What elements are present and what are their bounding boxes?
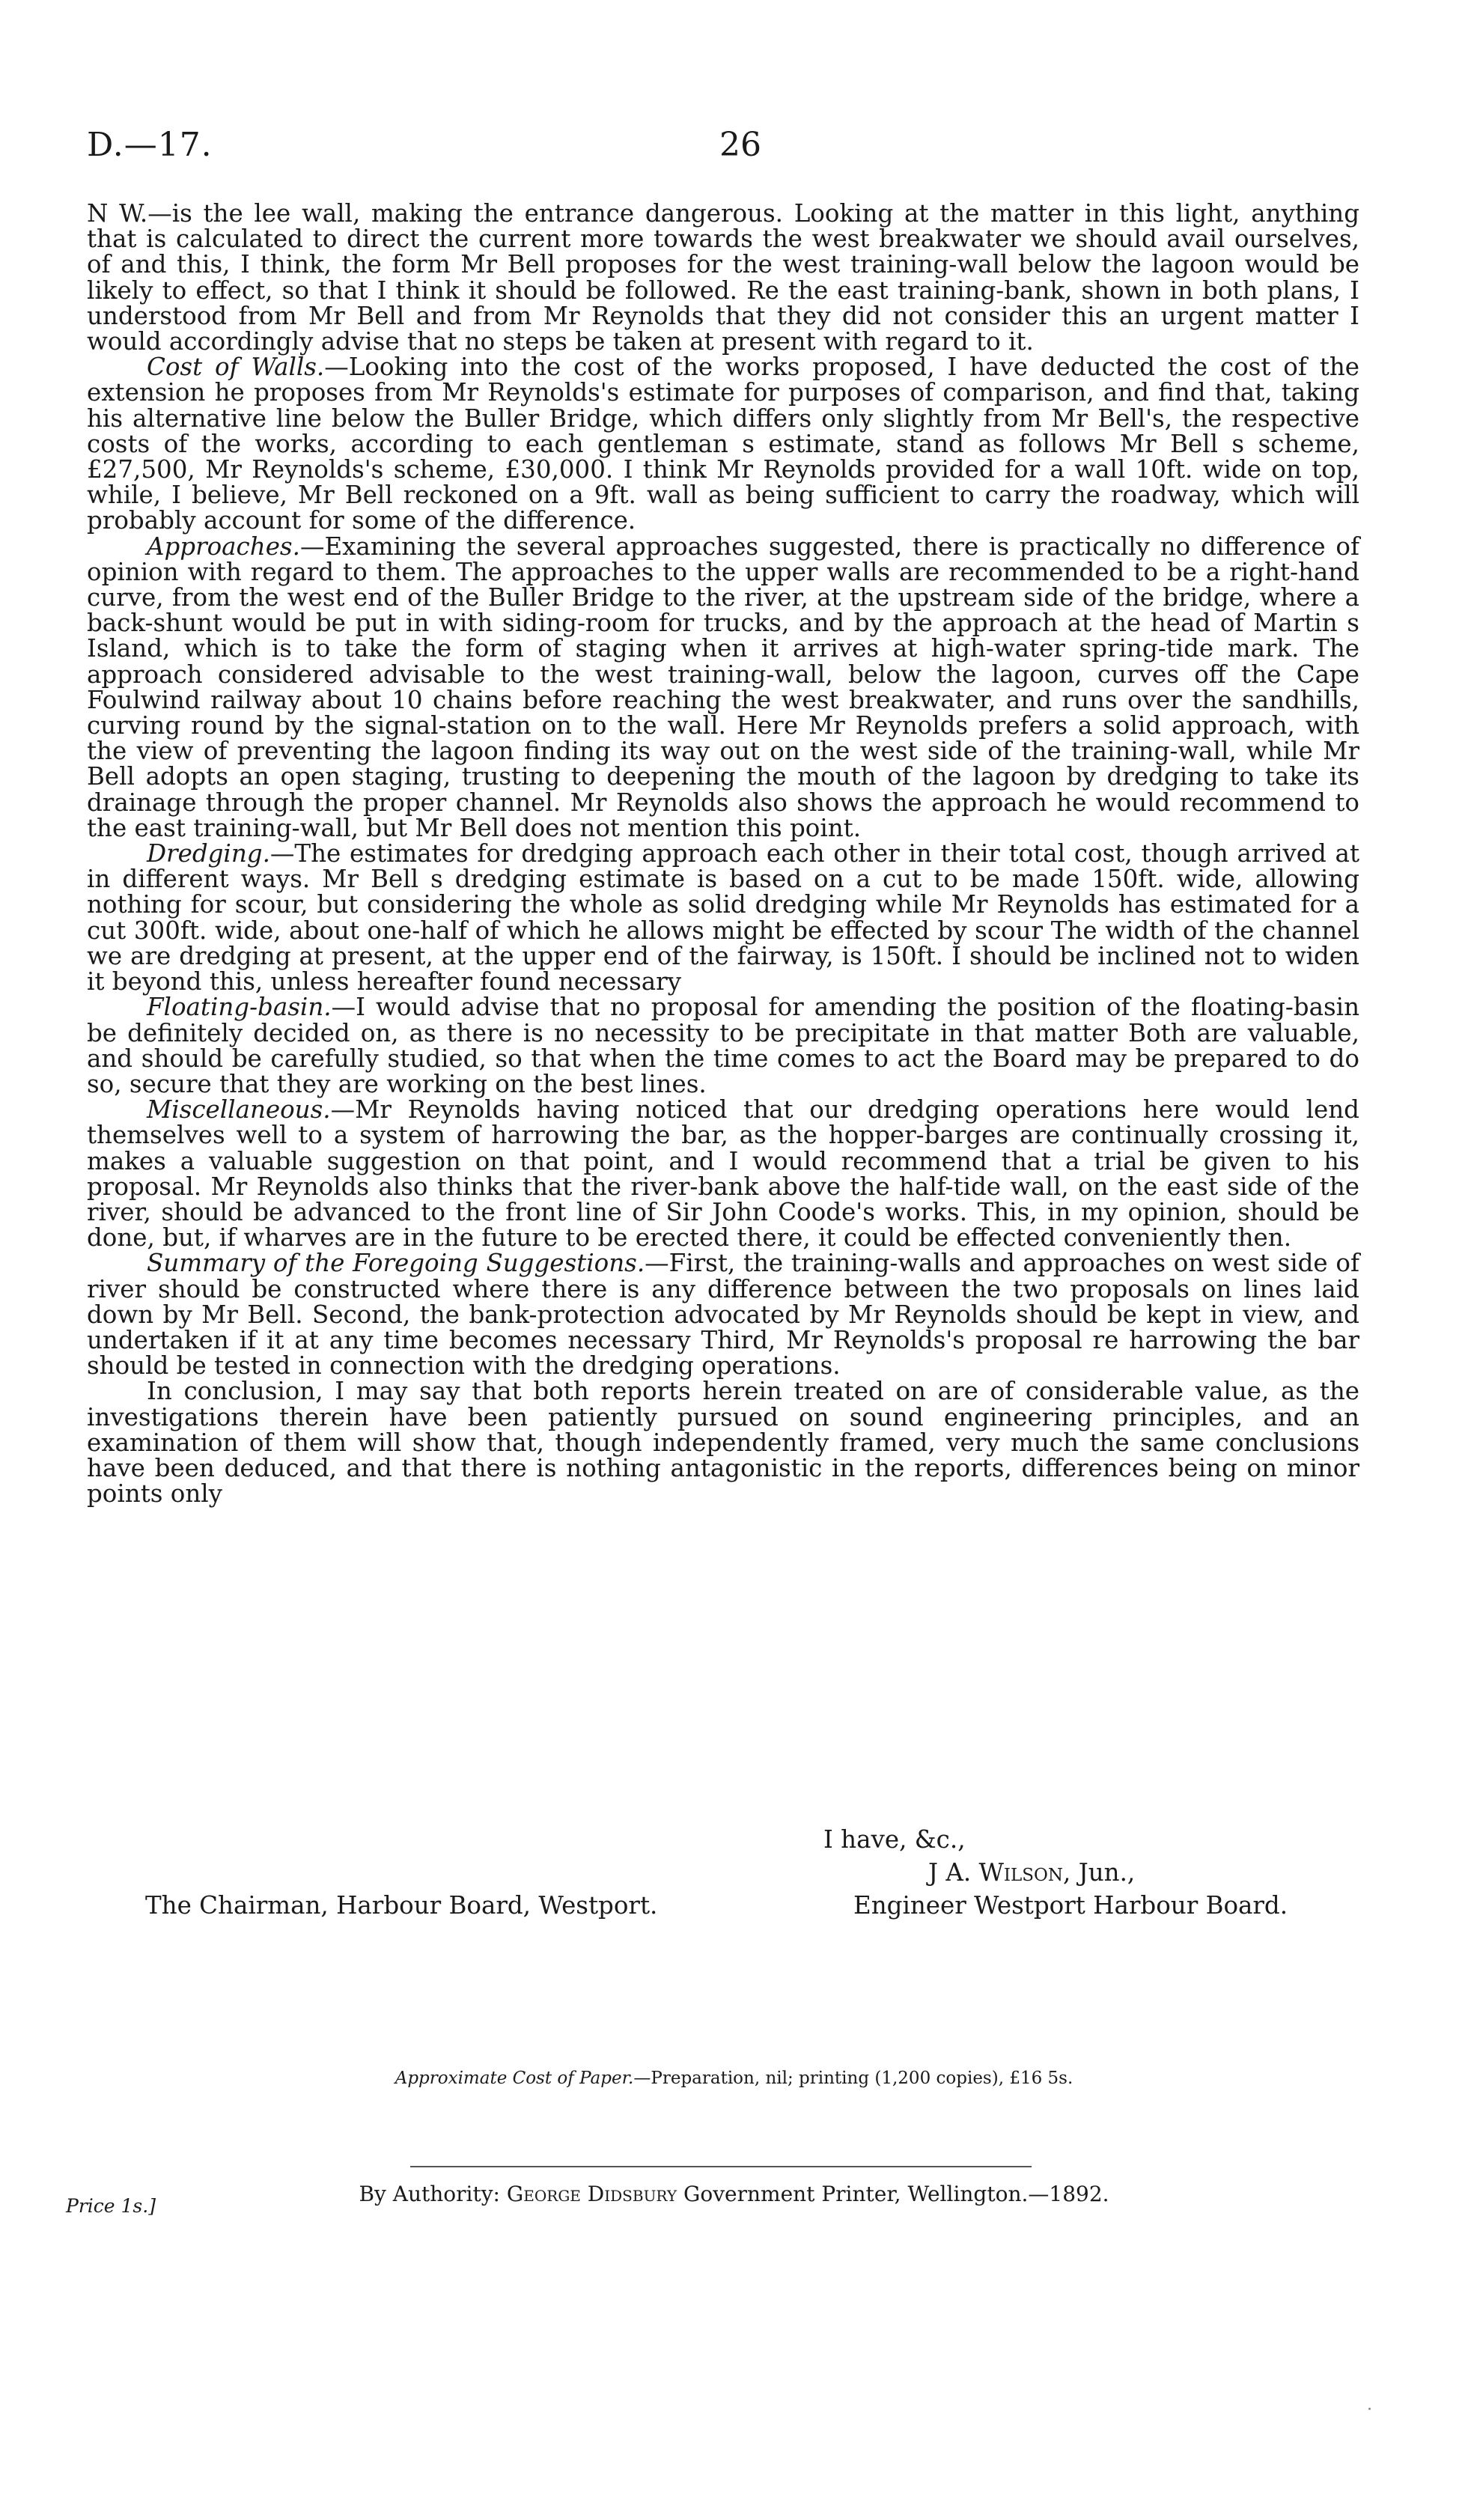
signature [928, 1858, 1135, 1887]
signer-initials: J A. [928, 1858, 972, 1887]
cost-label: Approximate Cost of Paper. [395, 2069, 634, 2088]
cost-text: —Preparation, nil; printing (1,200 copies), £16 5s. [633, 2069, 1073, 2088]
cost-of-paper-note [0, 2069, 1468, 2088]
paragraph-approaches [87, 534, 1359, 841]
paragraph-miscellaneous [87, 1095, 1359, 1253]
paragraph-text: —Examining the several approaches suggested, there is practically no difference of opinion with regard to them. The approaches to the upper walls are recommended to be a right-hand curve, from the west end of the Buller Bridge to the river, at the upstream side of the bridge, where a back-shunt would be put in with siding-room for trucks, and by the approach at the head of Martin s Island, which is to take the form of staging when it arrives at high-water spring-tide mark. The approach considered advisable to the west training-wall, below the lagoon, curves off the Cape Foulwind railway about 10 chains before reaching the west breakwater, and runs over the sandhills, curving round by the signal-station on to the wall. Here Mr Reynolds prefers a solid approach, with the view of preventing the lagoon finding its way out on the west side of the training-wall, while Mr Bell adopts an open staging, trusting to deepening the mouth of the lagoon by dredging to take its drainage through the proper channel. Mr Reynolds also shows the approach he would recommend to the east training-wall, but Mr Bell does not mention this point. [87, 532, 1359, 842]
letter-body [87, 199, 1359, 1509]
paragraph-cost-of-walls [87, 354, 1359, 533]
section-heading: Dredging. [147, 839, 270, 868]
footer-divider [410, 2166, 1032, 2167]
page-number: 26 [719, 126, 761, 164]
salutation: I have, &c., [823, 1825, 966, 1854]
page-header [87, 126, 1359, 178]
section-heading: Miscellaneous. [147, 1095, 331, 1124]
paragraph-text: —Mr Reynolds having noticed that our dredging operations here would lend themselves well to a system of harrowing the bar, as the hopper-barges are continually crossing it, makes a valuable suggestion on that point, and I would recommend that a trial be given to his proposal. Mr Reynolds also thinks that the river-bank above the half-tide wall, on the east side of the river, should be advanced to the front line of Sir John Coode's works. This, in my opinion, should be done, but, if wharves are in the future to be erected there, it could be effected conveniently then. [87, 1095, 1359, 1253]
paragraph-floating-basin [87, 994, 1359, 1097]
paragraph-text: —The estimates for dredging approach each other in their total cost, though arrived at in different ways. Mr Bell s dredging estimate is based on a cut to be made 150ft. wide, allowing nothing for scour, but considering the whole as solid dredging while Mr Reynolds has estimated for a cut 300ft. wide, about one-half of which he allows might be effected by scour The width of the channel we are dredging at present, at the upper end of the fairway, is 150ft. I should be inclined not to widen it beyond this, unless hereafter found necessary [87, 839, 1359, 996]
paragraph-text: In conclusion, I may say that both reports herein treated on are of considerable value, as the investigations therein have been patiently pursued on sound engineering principles, and an examination of them will show that, though independently framed, very much the same conclusions have been deduced, and that there is nothing antagonistic in the reports, differences being on minor points only [87, 1377, 1359, 1509]
paragraph-text: N W.—is the lee wall, making the entrance dangerous. Looking at the matter in this light, anything that is calculated to direct the current more towards the west breakwater we should avail ourselves, of and this, I think, the form Mr Bell proposes for the west training-wall below the lagoon would be likely to effect, so that I think it should be followed. Re the east training-bank, shown in both plans, I understood from Mr Bell and from Mr Reynolds that they did not consider this an urgent matter I would accordingly advise that no steps be taken at present with regard to it. [87, 199, 1359, 356]
section-heading: Floating-basin. [147, 993, 332, 1022]
printer-imprint [0, 2182, 1468, 2206]
section-heading: Approaches. [147, 532, 300, 561]
section-heading: Summary of the Foregoing Suggestions. [147, 1249, 645, 1278]
paragraph-text: —First, the training-walls and approaches on west side of river should be constructed where there is any difference between the two proposals on lines laid down by Mr Bell. Second, the bank-protection advocated by Mr Reynolds should be kept in view, and undertaken if it at any time becomes necessary Third, Mr Reynolds's proposal re harrowing the bar should be tested in connection with the dredging operations. [87, 1249, 1359, 1381]
paragraph-conclusion [87, 1377, 1359, 1509]
paragraph-text: —Looking into the cost of the works proposed, I have deducted the cost of the extension he proposes from Mr Reynolds's estimate for purposes of comparison, and find that, taking his alternative line below the Buller Bridge, which differs only slightly from Mr Bell's, the respective costs of the works, according to each gentleman s estimate, stand as follows Mr Bell s scheme, £27,500, Mr Reynolds's scheme, £30,000. I think Mr Reynolds provided for a wall 10ft. wide on top, while, I believe, Mr Bell reckoned on a 9ft. wall as being sufficient to carry the roadway, which will probably account for some of the difference. [87, 353, 1359, 535]
document-reference: D.—17. [87, 126, 213, 164]
paragraph-text: —I would advise that no proposal for amending the position of the floating-basin be definitely decided on, as there is no necessity to be precipitate in that matter Both are valuable, and should be carefully studied, so that when the time comes to act the Board may be prepared to do so, secure that they are working on the best lines. [87, 993, 1359, 1098]
paragraph-lee-wall [87, 201, 1359, 354]
price-note: Price 1s.] [66, 2195, 156, 2217]
signer-suffix: Jun., [1078, 1858, 1136, 1887]
signer-title: Engineer Westport Harbour Board. [853, 1891, 1288, 1920]
paragraph-dredging [87, 841, 1359, 994]
addressee: The Chairman, Harbour Board, Westport. [145, 1891, 658, 1920]
signer-surname: Wilson, [978, 1858, 1071, 1887]
authority-suffix: Government Printer, Wellington.—1892. [683, 2182, 1109, 2206]
paragraph-summary [87, 1249, 1359, 1381]
paper-speck [1368, 2408, 1371, 2410]
section-heading: Cost of Walls. [147, 353, 325, 382]
authority-prefix: By Authority: [359, 2182, 500, 2206]
letter-closing [87, 1825, 1359, 1960]
printer-name: George Didsbury [506, 2182, 677, 2206]
